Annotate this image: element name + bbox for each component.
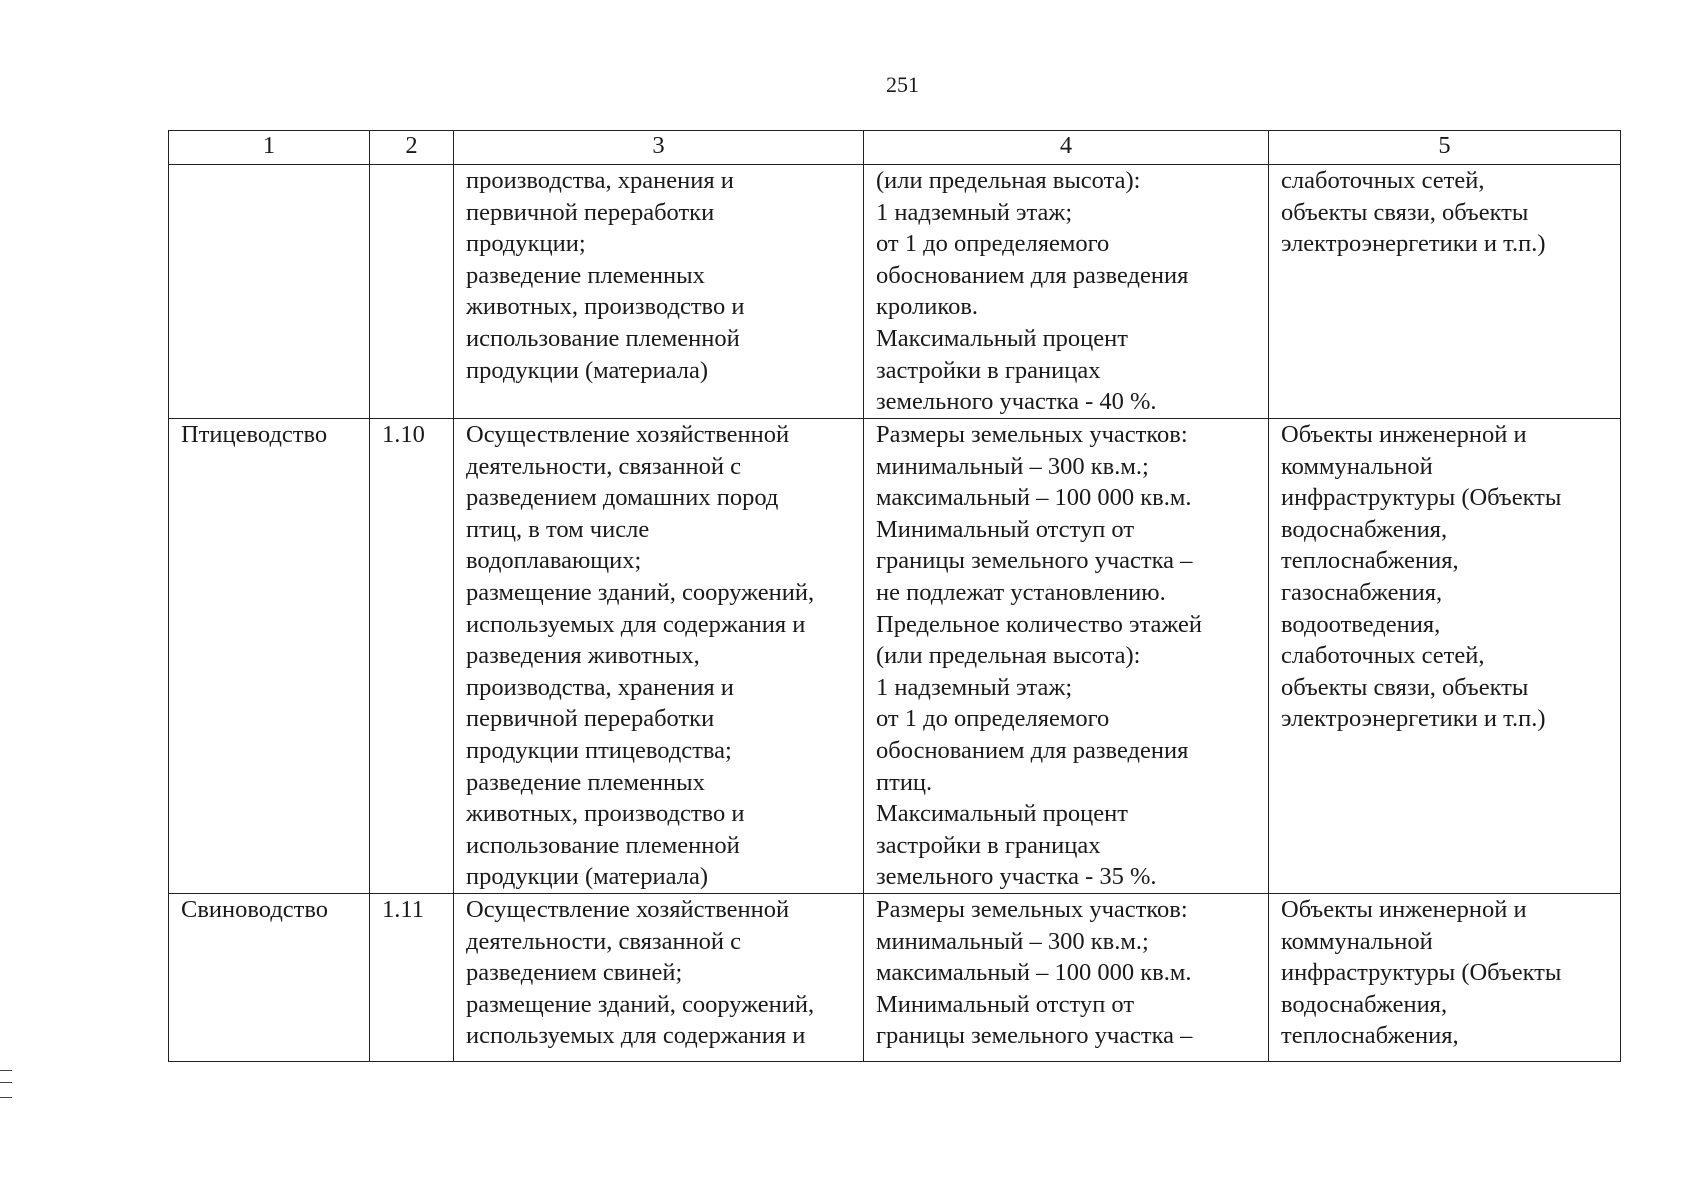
cell-text-line: инфраструктуры (Объекты bbox=[1281, 484, 1562, 512]
cell-text-line: водоотведения, bbox=[1281, 610, 1441, 638]
cell-text-line: застройки в границах bbox=[876, 831, 1101, 859]
cell-text-line: теплоснабжения, bbox=[1281, 1022, 1459, 1050]
column-header-5: 5 bbox=[1269, 131, 1621, 165]
cell-text-line: животных, производство и bbox=[466, 800, 745, 828]
cell-text-line: 1 надземный этаж; bbox=[876, 198, 1073, 226]
table-row bbox=[169, 419, 1621, 894]
cell-text-line: границы земельного участка – bbox=[876, 1022, 1193, 1050]
cell-text-line: Предельное количество этажей bbox=[876, 610, 1202, 638]
cell-text-line: от 1 до определяемого bbox=[876, 705, 1110, 733]
cell-text-line: кроликов. bbox=[876, 293, 979, 321]
cell-text-line: Максимальный процент bbox=[876, 324, 1128, 352]
use-description-cell bbox=[454, 165, 864, 419]
cell-text-line: размещение зданий, сооружений, bbox=[466, 578, 815, 606]
cell-text-line: Осуществление хозяйственной bbox=[466, 895, 790, 923]
cell-text-line: слаботочных сетей, bbox=[1281, 167, 1485, 194]
cell-text-line: коммунальной bbox=[1281, 927, 1433, 955]
cell-text-line: разведением свиней; bbox=[466, 959, 683, 987]
cell-text-line: земельного участка - 40 %. bbox=[876, 388, 1157, 416]
column-header-1: 1 bbox=[169, 131, 370, 165]
cell-text-line: разведение племенных bbox=[466, 768, 705, 796]
cell-text-line: первичной переработки bbox=[466, 705, 715, 733]
table-header-row bbox=[169, 131, 1621, 165]
cell-text-line: инфраструктуры (Объекты bbox=[1281, 959, 1562, 987]
column-header-4: 4 bbox=[864, 131, 1269, 165]
cell-text-line: земельного участка - 35 %. bbox=[876, 863, 1157, 891]
column-header-3: 3 bbox=[454, 131, 864, 165]
land-use-table bbox=[168, 130, 1621, 1062]
cell-text-line: размещение зданий, сооружений, bbox=[466, 990, 815, 1018]
cell-text-line: Максимальный процент bbox=[876, 800, 1128, 828]
auxiliary-uses-cell bbox=[1269, 893, 1621, 1061]
cell-text-line: продукции (материала) bbox=[466, 356, 709, 384]
cell-text-line: объекты связи, объекты bbox=[1281, 198, 1529, 226]
cell-text-line: Объекты инженерной и bbox=[1281, 421, 1527, 448]
cell-text-line: продукции; bbox=[466, 230, 586, 258]
cell-text-line: водоснабжения, bbox=[1281, 515, 1448, 543]
use-code-cell bbox=[370, 165, 454, 419]
cell-text-line: водоснабжения, bbox=[1281, 990, 1448, 1018]
cell-text-line: используемых для содержания и bbox=[466, 610, 806, 638]
use-parameters-cell bbox=[864, 419, 1269, 894]
cell-text-line: максимальный – 100 000 кв.м. bbox=[876, 484, 1192, 512]
cell-text-line: не подлежат установлению. bbox=[876, 578, 1166, 606]
use-parameters-cell bbox=[864, 165, 1269, 419]
use-name-cell: Птицеводство bbox=[169, 419, 370, 894]
cell-text-line: (или предельная высота): bbox=[876, 642, 1141, 670]
cell-text-line: используемых для содержания и bbox=[466, 1022, 806, 1050]
cell-text-line: птиц, в том числе bbox=[466, 515, 650, 543]
cell-text-line: границы земельного участка – bbox=[876, 547, 1193, 575]
cell-text-line: использование племенной bbox=[466, 831, 740, 859]
cell-text-line: застройки в границах bbox=[876, 356, 1101, 384]
cell-text-line: минимальный – 300 кв.м.; bbox=[876, 452, 1149, 480]
cell-text-line: водоплавающих; bbox=[466, 547, 642, 575]
use-name-cell bbox=[169, 165, 370, 419]
cell-text-line: электроэнергетики и т.п.) bbox=[1281, 705, 1546, 733]
use-name-cell: Свиноводство bbox=[169, 893, 370, 1061]
auxiliary-uses-cell bbox=[1269, 419, 1621, 894]
cell-text-line: максимальный – 100 000 кв.м. bbox=[876, 959, 1192, 987]
use-code-cell: 1.10 bbox=[370, 419, 454, 894]
use-description-cell bbox=[454, 893, 864, 1061]
page-number: 251 bbox=[886, 72, 919, 97]
cell-text-line: разведение племенных bbox=[466, 261, 705, 289]
cell-text-line: Размеры земельных участков: bbox=[876, 895, 1188, 923]
use-parameters-cell bbox=[864, 893, 1269, 1061]
cell-text-line: разведением домашних пород bbox=[466, 484, 779, 512]
cell-text-line: производства, хранения и bbox=[466, 673, 734, 701]
cell-text-line: Осуществление хозяйственной bbox=[466, 421, 790, 448]
cell-text-line: Минимальный отступ от bbox=[876, 515, 1135, 543]
use-description-cell bbox=[454, 419, 864, 894]
cell-text-line: объекты связи, объекты bbox=[1281, 673, 1529, 701]
cell-text-line: Минимальный отступ от bbox=[876, 990, 1135, 1018]
cell-text-line: продукции (материала) bbox=[466, 863, 709, 891]
cell-text-line: птиц. bbox=[876, 768, 933, 796]
cell-text-line: разведения животных, bbox=[466, 642, 700, 670]
cell-text-line: производства, хранения и bbox=[466, 167, 734, 194]
cell-text-line: слаботочных сетей, bbox=[1281, 642, 1485, 670]
cell-text-line: (или предельная высота): bbox=[876, 167, 1141, 194]
cell-text-line: продукции птицеводства; bbox=[466, 736, 732, 764]
cell-text-line: 1 надземный этаж; bbox=[876, 673, 1073, 701]
cell-text-line: теплоснабжения, bbox=[1281, 547, 1459, 575]
cell-text-line: Объекты инженерной и bbox=[1281, 895, 1527, 923]
cell-text-line: первичной переработки bbox=[466, 198, 715, 226]
cell-text-line: коммунальной bbox=[1281, 452, 1433, 480]
cell-text-line: использование племенной bbox=[466, 324, 740, 352]
cell-text-line: обоснованием для разведения bbox=[876, 261, 1189, 289]
cell-text-line: Размеры земельных участков: bbox=[876, 421, 1188, 448]
cell-text-line: от 1 до определяемого bbox=[876, 230, 1110, 258]
cell-text-line: животных, производство и bbox=[466, 293, 745, 321]
auxiliary-uses-cell bbox=[1269, 165, 1621, 419]
cell-text-line: газоснабжения, bbox=[1281, 578, 1443, 606]
cell-text-line: минимальный – 300 кв.м.; bbox=[876, 927, 1149, 955]
column-header-2: 2 bbox=[370, 131, 454, 165]
cell-text-line: деятельности, связанной с bbox=[466, 452, 742, 480]
cell-text-line: деятельности, связанной с bbox=[466, 927, 742, 955]
binding-marker bbox=[0, 1070, 12, 1098]
table-row bbox=[169, 893, 1621, 1061]
use-code-cell: 1.11 bbox=[370, 893, 454, 1061]
table-row bbox=[169, 165, 1621, 419]
cell-text-line: электроэнергетики и т.п.) bbox=[1281, 230, 1546, 258]
cell-text-line: обоснованием для разведения bbox=[876, 736, 1189, 764]
